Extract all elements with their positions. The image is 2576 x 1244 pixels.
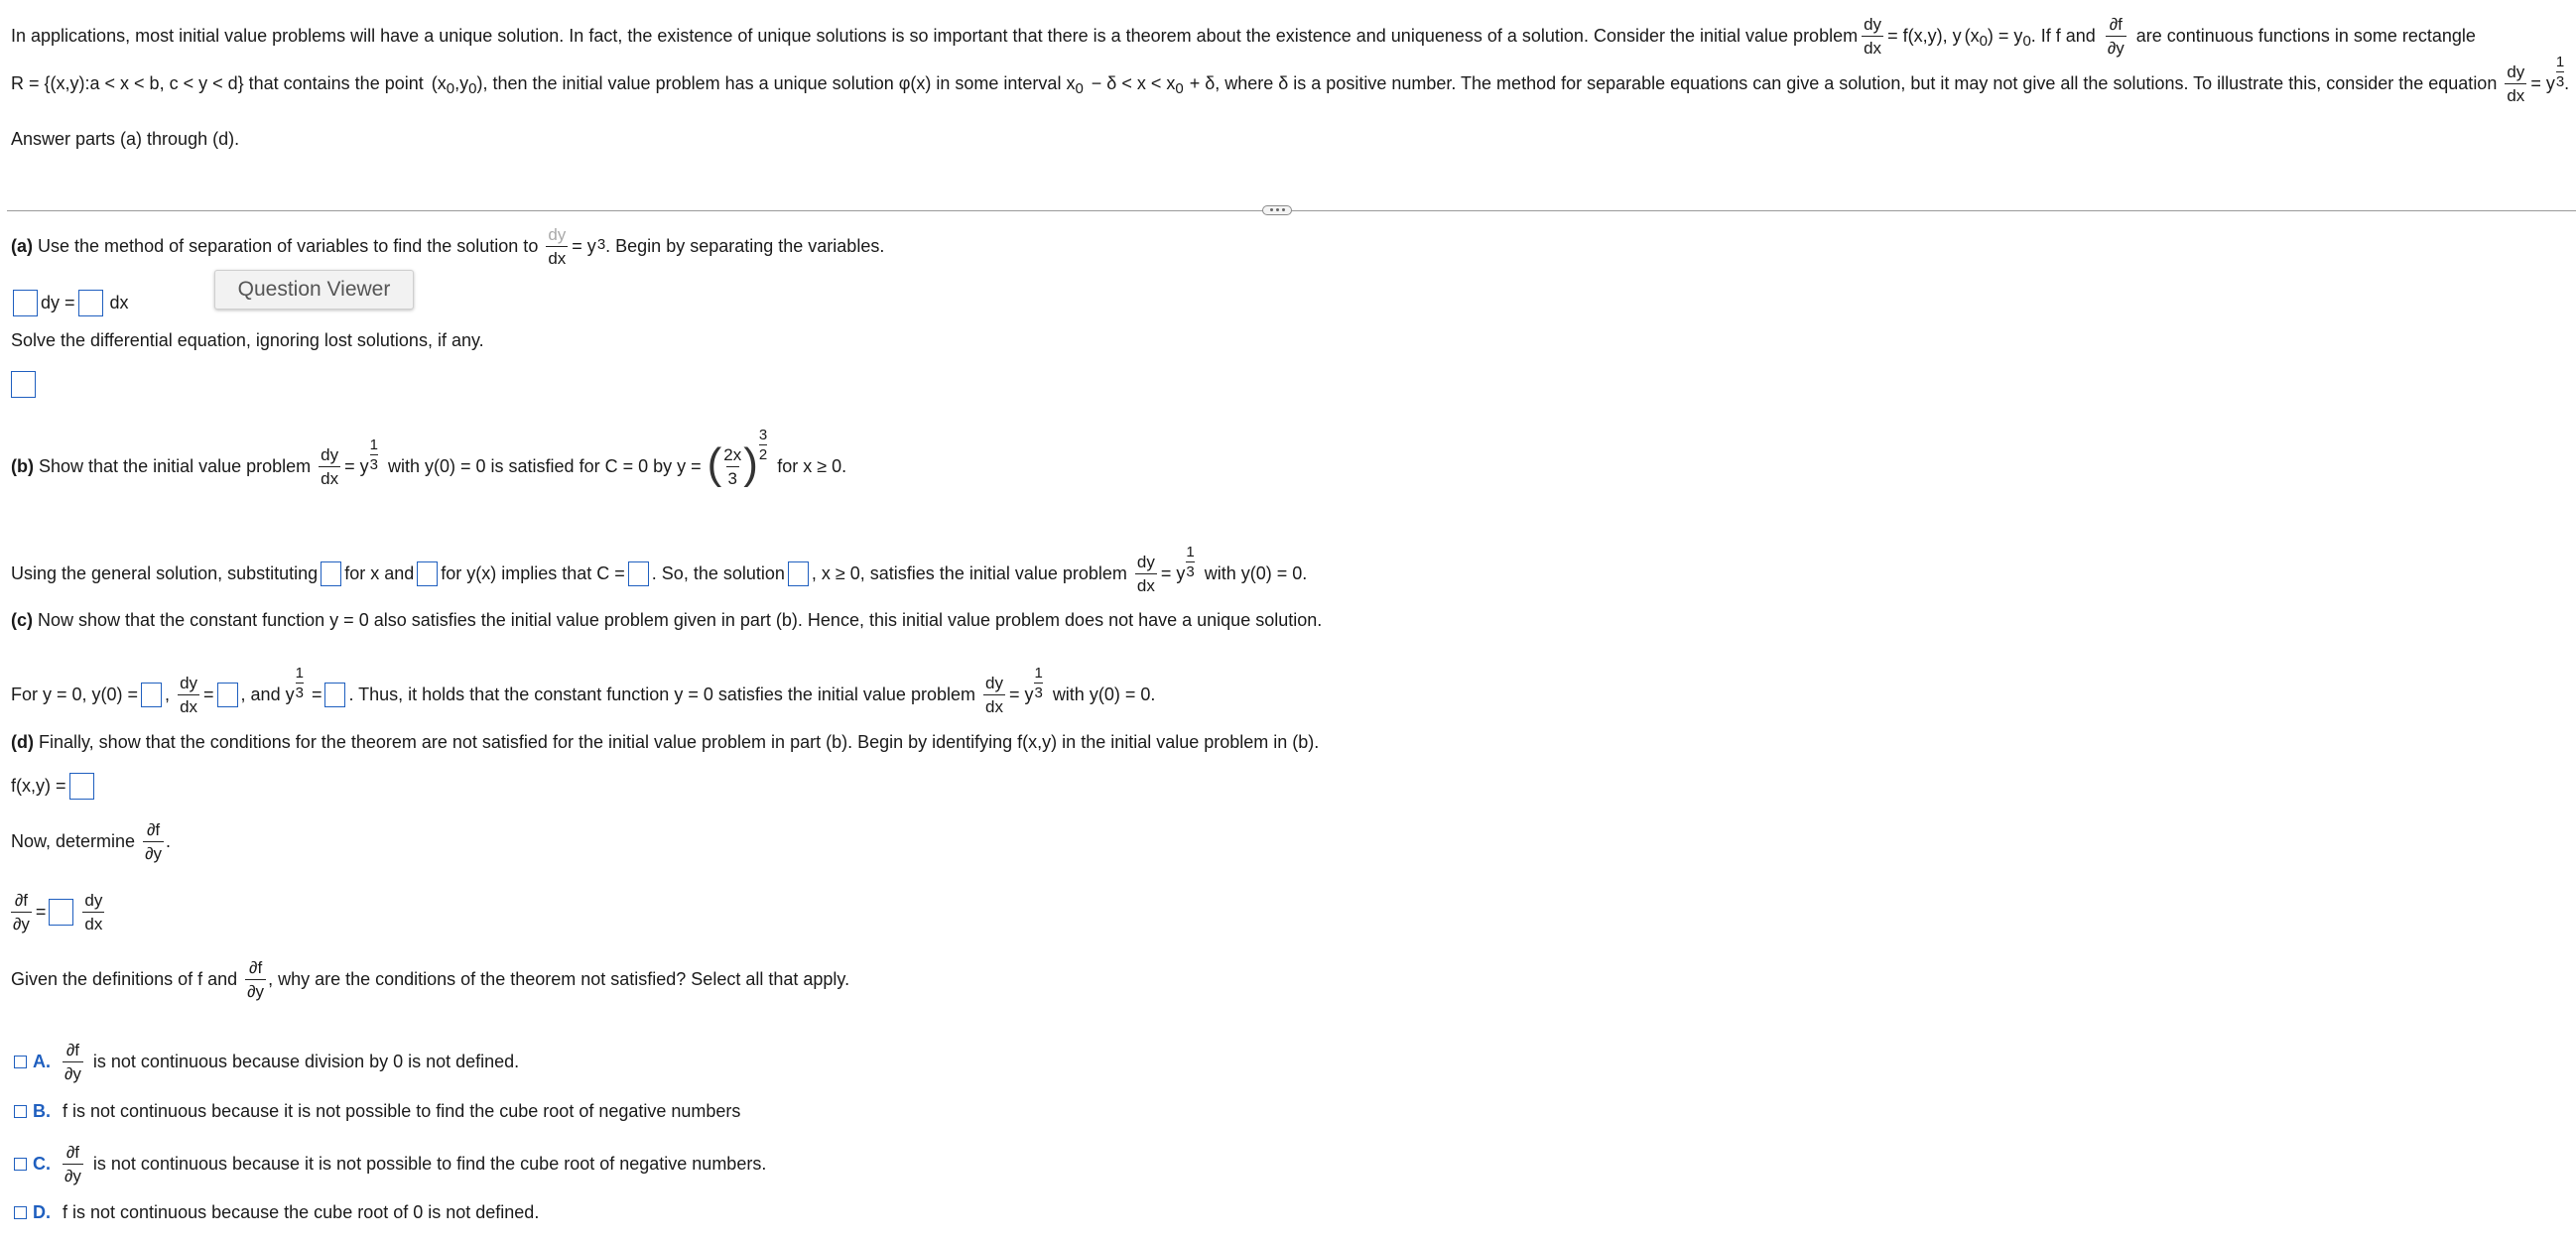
checkbox-option-c[interactable] — [14, 1158, 27, 1171]
answer-box-cube-root[interactable] — [324, 683, 345, 707]
dy-dx-fraction: $\frac{dy}{dx}$ — [180, 673, 198, 716]
dy-dx-fraction: $\frac{dy}{dx}$ — [84, 890, 103, 933]
part-a-question: (a) Use the method of separation of variables to find the solution to $\frac{dy}{dx}$ = y 3 . Begin by separating the variables. — [11, 226, 884, 266]
answer-box-y-of-zero[interactable] — [141, 683, 162, 707]
part-d-question: (d) Finally, show that the conditions for the theorem are not satisfied for the initial value problem in part (b). Begin by identifying f(x,y) in the initial value problem in (b). — [11, 732, 1320, 752]
answer-box-dy-coefficient[interactable] — [13, 290, 38, 316]
partial-f-partial-y: $\frac{\partial f}{\partial y}$ — [247, 957, 265, 1001]
partial-derivative-row: $\frac{\partial f}{\partial y}$ = $\frac{dy}{dx}$ — [13, 890, 103, 933]
part-c-question: (c) Now show that the constant function y = 0 also satisfies the initial value problem given in part (b). Hence, this initial value problem does not have a unique solution. — [11, 610, 1323, 630]
answer-box-fxy[interactable] — [69, 773, 94, 800]
exponent-one-third: $\frac{1}{3}$ — [1034, 664, 1043, 701]
partial-f-partial-y: $\frac{\partial f}{\partial y}$ — [2107, 14, 2125, 58]
dy-dx-fraction: $\frac{dy}{dx}$ — [321, 444, 339, 488]
checkbox-option-d[interactable] — [14, 1206, 27, 1219]
answer-box-solution[interactable] — [788, 561, 809, 586]
dy-dx-fraction: $\frac{dy}{dx}$ — [1864, 14, 1882, 58]
answer-box-general-solution[interactable] — [11, 371, 36, 398]
partial-f-partial-y: $\frac{\partial f}{\partial y}$ — [64, 1142, 81, 1185]
exponent-one-third: $\frac{1}{3}$ — [1186, 543, 1195, 580]
intro-line-3: Answer parts (a) through (d). — [11, 129, 240, 149]
intro-line-1: In applications, most initial value problems will have a unique solution. In fact, the existence of unique solutions is so important that there is a theorem about the existence and uniqueness of a solution. Consider the initial value problem $\frac{dy}{dx}$ = f(x,y), y (x 0 ) = y 0 . If f and $\frac{\partial f}{\partial y}$ are continuous functions in some rectangle — [11, 14, 2476, 58]
constant-function-row: For y = 0, y(0) = , $\frac{dy}{dx}$ = , and y $\frac{1}{3}$ = . Thus, it holds that the constant function y = 0 satisfies the initial value problem $\frac{dy}{dx}$ = y $\frac{1}{3}$ with y(0) = 0. — [11, 664, 1156, 716]
given-definitions-row: Given the definitions of f and $\frac{\partial f}{\partial y}$ , why are the conditions of the theorem not satisfied? Select all that apply. — [11, 957, 850, 1001]
separation-row: dy = dx — [11, 288, 129, 317]
checkbox-option-b[interactable] — [14, 1105, 27, 1118]
dy-dx-fraction: $\frac{dy}{dx}$ — [1136, 552, 1155, 595]
answer-box-derivative[interactable] — [217, 683, 238, 707]
dy-dx-fraction: $\frac{dy}{dx}$ — [984, 673, 1003, 716]
general-solution-row: Using the general solution, substituting for x and for y(x) implies that C = . So, the solution , x ≥ 0, satisfies the initial value problem $\frac{dy}{dx}$ = y $\frac{1}{3}$ with y(0) = 0. — [11, 543, 1308, 595]
intro-line-2: R = {(x,y):a < x < b, c < y < d} that contains the point (x 0 ,y 0 ) , then the initial value problem has a unique solution φ(x) in some interval x 0 − δ < x < x 0 + δ, where δ is a positive number. The method for separable equations can give a solution, but it may not give all the solutions. To illustrate this, consider the equation $\frac{dy}{dx}$ = y $\frac{1}{3}$ . — [11, 53, 2570, 105]
pane-resize-handle[interactable] — [1262, 205, 1292, 215]
exponent-three-halves: $\frac{3}{2}$ — [758, 426, 768, 463]
two-x-over-three: $\frac{2x}{3}$ — [723, 444, 742, 488]
part-b-question: (b) Show that the initial value problem $\frac{dy}{dx}$ = y $\frac{1}{3}$ with y(0) = 0 is satisfied for C = 0 by y = ( $\frac{2x}{3}$ ) $\frac{3}{2}$ for x ≥ 0. — [11, 426, 847, 488]
question-viewer-button[interactable]: Question Viewer — [214, 270, 414, 310]
exponent-one-third: $\frac{1}{3}$ — [2555, 53, 2565, 90]
partial-f-partial-y: $\frac{\partial f}{\partial y}$ — [64, 1040, 81, 1083]
dy-dx-fraction: $\frac{dy}{dx}$ — [548, 224, 567, 268]
fxy-row: f(x,y) = — [11, 771, 97, 801]
answer-box-partial-derivative[interactable] — [49, 899, 73, 926]
partial-f-partial-y: $\frac{\partial f}{\partial y}$ — [145, 819, 162, 863]
checkbox-option-a[interactable] — [14, 1056, 27, 1068]
option-c[interactable]: C. $\frac{\partial f}{\partial y}$ is not continuous because it is not possible to find the cube root of negative numbers. — [14, 1138, 766, 1189]
now-determine-row: Now, determine $\frac{\partial f}{\partial y}$ . — [11, 819, 171, 863]
option-d[interactable]: D. f is not continuous because the cube root of 0 is not defined. — [14, 1198, 539, 1226]
answer-box-y-value[interactable] — [417, 561, 438, 586]
exponent-one-third: 3 — [596, 235, 606, 253]
exponent-one-third: $\frac{1}{3}$ — [295, 664, 304, 701]
answer-box-dx-coefficient[interactable] — [78, 290, 103, 316]
answer-box-c-value[interactable] — [628, 561, 649, 586]
solve-instruction: Solve the differential equation, ignoring lost solutions, if any. — [11, 330, 484, 350]
option-a[interactable]: A. $\frac{\partial f}{\partial y}$ is not continuous because division by 0 is not defined. — [14, 1036, 519, 1087]
partial-f-partial-y: $\frac{\partial f}{\partial y}$ — [13, 890, 30, 933]
answer-box-x-value[interactable] — [321, 561, 341, 586]
dy-dx-fraction: $\frac{dy}{dx}$ — [2507, 62, 2525, 105]
exponent-one-third: $\frac{1}{3}$ — [369, 435, 378, 473]
option-b[interactable]: B. f is not continuous because it is not possible to find the cube root of negative numbers — [14, 1097, 740, 1125]
